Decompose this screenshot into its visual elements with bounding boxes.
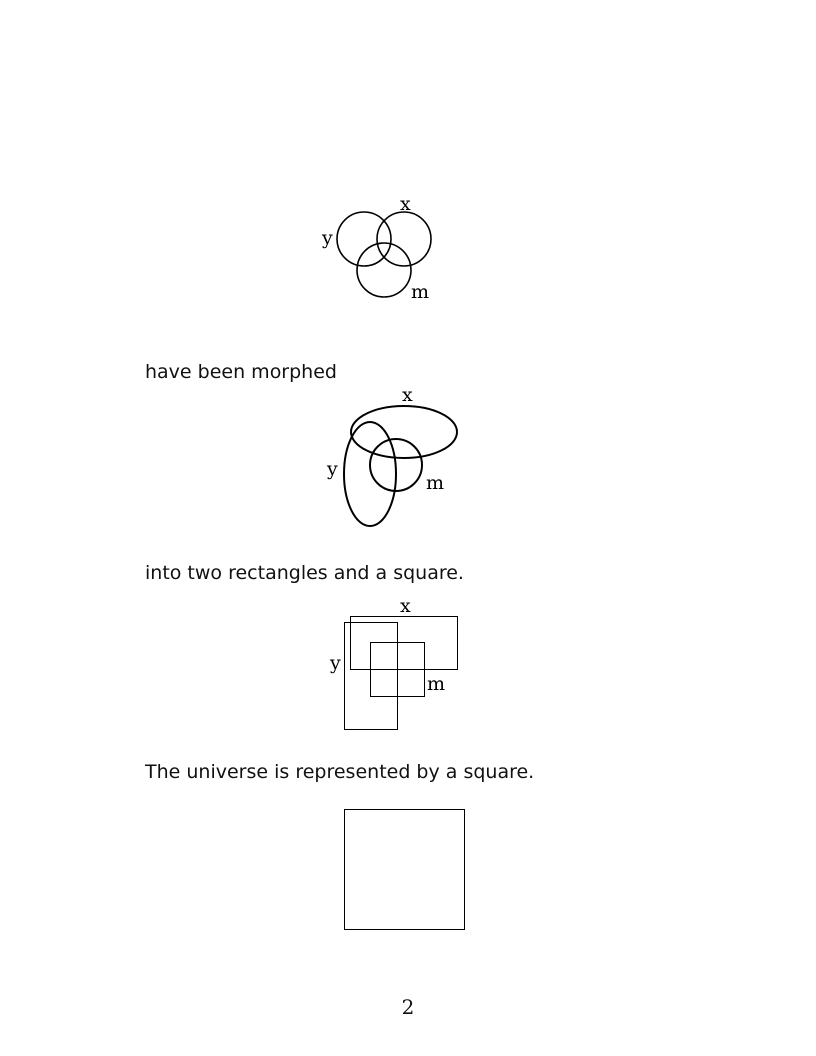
circle-y	[337, 212, 391, 266]
venn-rectangles-figure	[320, 592, 470, 737]
label-m: m	[426, 472, 445, 494]
venn-ellipses-figure	[320, 385, 470, 530]
label-x: x	[402, 384, 413, 406]
ellipse-x	[351, 406, 457, 458]
paragraph-morphed: have been morphed	[145, 361, 337, 383]
universe-square	[345, 810, 465, 930]
universe-square-figure	[340, 805, 470, 935]
paragraph-rectangles: into two rectangles and a square.	[145, 562, 464, 584]
label-x: x	[400, 193, 411, 215]
label-y: y	[330, 652, 341, 674]
circle-x	[377, 212, 431, 266]
label-y: y	[322, 227, 333, 249]
paragraph-universe: The universe is represented by a square.	[145, 761, 535, 783]
label-y: y	[327, 458, 338, 480]
ellipse-y	[344, 422, 396, 526]
label-m: m	[411, 281, 430, 303]
page-number: 2	[401, 995, 415, 1019]
venn-circles-figure	[310, 190, 450, 310]
label-m: m	[427, 673, 446, 695]
circle-m	[357, 243, 411, 297]
label-x: x	[400, 595, 411, 617]
